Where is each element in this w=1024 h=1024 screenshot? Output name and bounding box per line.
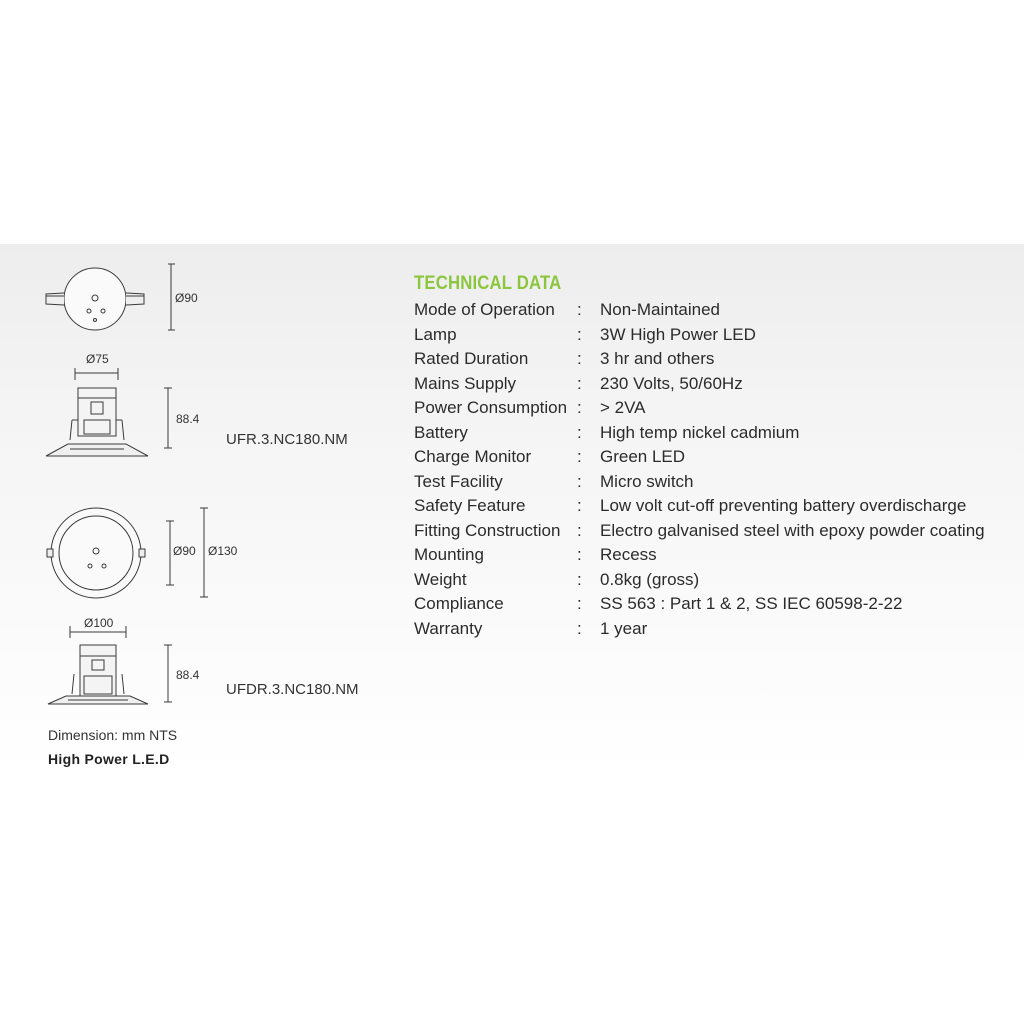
spec-value: Low volt cut-off preventing battery overdischarge [600, 496, 967, 515]
spec-separator: : [577, 545, 582, 564]
spec-row [414, 298, 1014, 323]
spec-value: 1 year [600, 618, 648, 638]
ufdr-top-outer-diameter-label: Ø130 [208, 544, 238, 558]
spec-label: Mains Supply [414, 373, 517, 393]
spec-label: Lamp [414, 324, 457, 344]
spec-value: 0.8kg (gross) [600, 569, 700, 589]
spec-label: Mode of Operation [414, 300, 555, 319]
spec-label: Weight [414, 569, 467, 589]
ufdr-top-inner-diameter-label: Ø90 [173, 544, 196, 558]
ufdr-model-label: UFDR.3.NC180.NM [226, 681, 359, 698]
spec-row [414, 372, 1014, 397]
spec-row [414, 323, 1014, 348]
spec-label: Battery [414, 422, 468, 442]
ufdr-side-view [48, 626, 172, 704]
spec-label: Rated Duration [414, 349, 529, 368]
spec-separator: : [577, 422, 582, 442]
technical-data-title: TECHNICAL DATA [414, 273, 562, 294]
spec-row [414, 519, 1014, 544]
ufr-side-view [46, 368, 172, 456]
spec-row [414, 543, 1014, 568]
ufr-top-view [46, 264, 175, 330]
spec-separator: : [577, 618, 582, 638]
spec-separator: : [577, 569, 582, 589]
spec-separator: : [577, 496, 582, 515]
technical-data-panel [414, 272, 1014, 641]
spec-separator: : [577, 471, 582, 491]
spec-separator: : [577, 447, 582, 466]
ufr-model-label: UFR.3.NC180.NM [226, 431, 348, 448]
spec-label: Power Consumption [414, 398, 568, 417]
spec-label: Safety Feature [414, 496, 526, 515]
spec-separator: : [577, 594, 582, 613]
ufr-side-height-label: 88.4 [176, 412, 200, 426]
spec-label: Test Facility [414, 471, 503, 491]
spec-value: Recess [600, 545, 657, 564]
spec-value: Micro switch [600, 471, 694, 491]
spec-label: Fitting Construction [414, 520, 561, 540]
spec-label: Mounting [414, 545, 484, 564]
ufdr-side-height-label: 88.4 [176, 668, 200, 682]
spec-separator: : [577, 349, 582, 368]
spec-value: Non-Maintained [600, 300, 721, 319]
technical-data-rows [414, 298, 1014, 641]
spec-label: Warranty [414, 618, 483, 638]
spec-row [414, 396, 1014, 421]
ufr-top-diameter-label: Ø90 [175, 291, 198, 305]
spec-separator: : [577, 520, 582, 540]
ufr-side-width-label: Ø75 [86, 352, 109, 366]
spec-separator: : [577, 398, 582, 417]
spec-row [414, 494, 1014, 519]
spec-row [414, 470, 1014, 495]
spec-row [414, 421, 1014, 446]
product-name: High Power L.E.D [48, 751, 170, 767]
dimension-note: Dimension: mm NTS [48, 727, 178, 743]
spec-value: Electro galvanised steel with epoxy powder coating [600, 520, 985, 540]
spec-row [414, 445, 1014, 470]
spec-label: Compliance [414, 594, 504, 613]
spec-separator: : [577, 373, 582, 393]
spec-row [414, 592, 1014, 617]
ufdr-side-width-label: Ø100 [84, 616, 114, 630]
spec-value: High temp nickel cadmium [600, 422, 800, 442]
spec-value: Green LED [600, 447, 686, 466]
spec-row [414, 568, 1014, 593]
spec-row [414, 347, 1014, 372]
spec-separator: : [577, 324, 582, 344]
spec-value: > 2VA [600, 398, 646, 417]
spec-separator: : [577, 300, 582, 319]
spec-value: 3 hr and others [600, 349, 715, 368]
spec-row [414, 617, 1014, 642]
spec-label: Charge Monitor [414, 447, 532, 466]
spec-value: SS 563 : Part 1 & 2, SS IEC 60598-2-22 [600, 594, 903, 613]
spec-value: 3W High Power LED [600, 324, 756, 344]
spec-value: 230 Volts, 50/60Hz [600, 373, 743, 393]
